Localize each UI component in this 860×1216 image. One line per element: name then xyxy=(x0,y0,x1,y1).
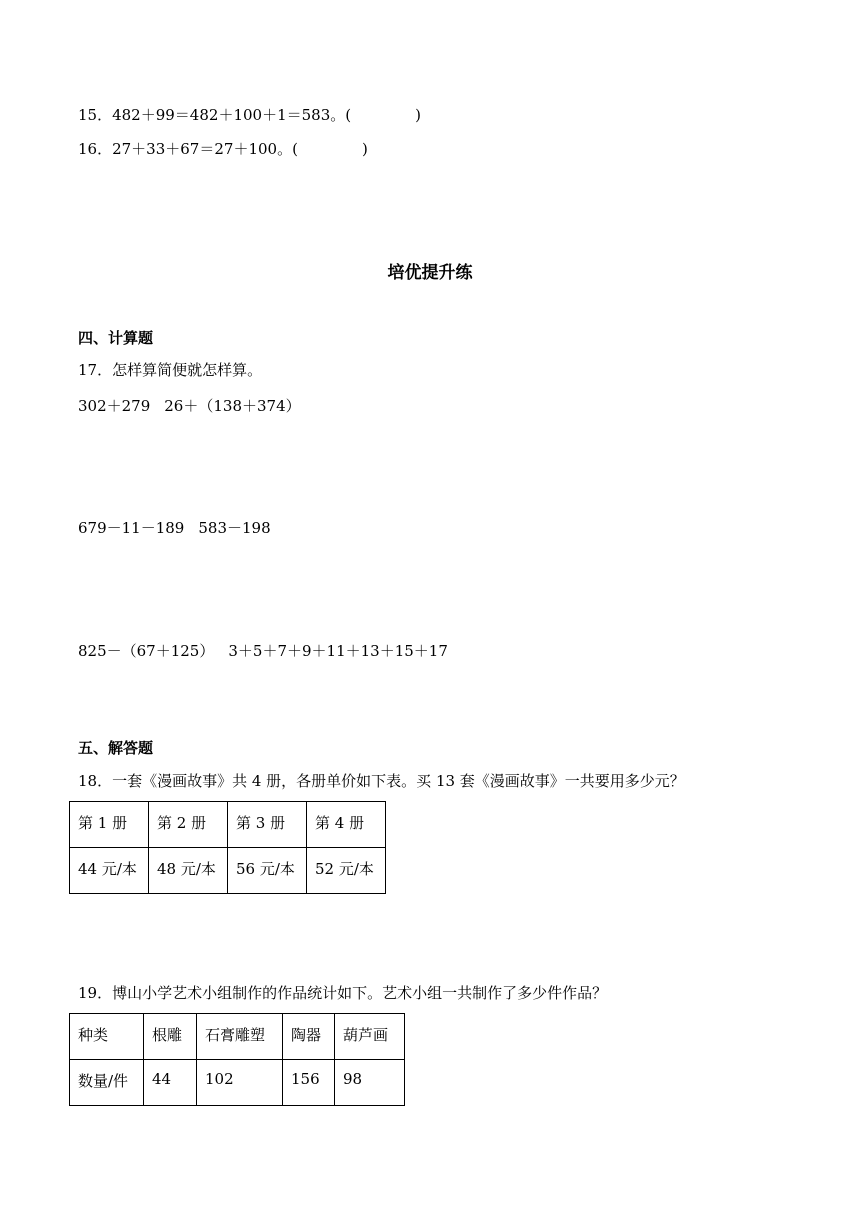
table-cell: 葫芦画 xyxy=(335,1014,405,1060)
question-number: 19． xyxy=(78,984,113,1002)
table-cell: 陶器 xyxy=(283,1014,335,1060)
table-cell: 156 xyxy=(283,1060,335,1106)
expression: 825－（67＋125） xyxy=(78,642,215,660)
table-row xyxy=(70,848,386,894)
table-cell: 52 元/本 xyxy=(307,848,386,894)
question-17 xyxy=(78,360,262,380)
table-cell: 44 元/本 xyxy=(70,848,149,894)
section-heading-5: 五、解答题 xyxy=(78,739,154,757)
table-row xyxy=(70,1060,405,1106)
expression: 26＋（138＋374） xyxy=(164,397,301,415)
close-paren: ) xyxy=(415,106,421,124)
question-text: 怎样算简便就怎样算。 xyxy=(112,361,263,379)
price-table xyxy=(69,801,386,894)
question-number: 17． xyxy=(78,361,113,379)
table-cell: 种类 xyxy=(70,1014,144,1060)
question-16 xyxy=(78,139,368,159)
expression: 3＋5＋7＋9＋11＋13＋15＋17 xyxy=(228,642,448,660)
question-number: 16． xyxy=(78,140,113,158)
table-row xyxy=(70,802,386,848)
question-text: 博山小学艺术小组制作的作品统计如下。艺术小组一共制作了多少件作品？ xyxy=(112,984,608,1002)
table-row xyxy=(70,1014,405,1060)
table-cell: 数量/件 xyxy=(70,1060,144,1106)
question-text: 482＋99＝482＋100＋1＝583。( xyxy=(112,106,352,124)
calc-row-3 xyxy=(78,641,448,661)
table-cell: 第 1 册 xyxy=(70,802,149,848)
expression: 679－11－189 xyxy=(78,519,185,537)
close-paren: ) xyxy=(361,140,368,158)
expression: 583－198 xyxy=(198,519,271,537)
question-number: 15． xyxy=(78,106,113,124)
section-heading-4: 四、计算题 xyxy=(78,329,154,347)
question-19 xyxy=(78,983,607,1003)
question-number: 18． xyxy=(78,772,113,790)
table-cell: 第 2 册 xyxy=(149,802,228,848)
question-15 xyxy=(78,105,421,125)
question-text: 27＋33＋67＝27＋100。( xyxy=(112,140,298,158)
table-cell: 石膏雕塑 xyxy=(197,1014,283,1060)
calc-row-2 xyxy=(78,518,271,538)
calc-row-1 xyxy=(78,396,301,416)
expression: 302＋279 xyxy=(78,397,151,415)
question-text: 一套《漫画故事》共 4 册，各册单价如下表。买 13 套《漫画故事》一共要用多少元？ xyxy=(112,772,685,790)
table-cell: 56 元/本 xyxy=(228,848,307,894)
table-cell: 48 元/本 xyxy=(149,848,228,894)
table-cell: 第 4 册 xyxy=(307,802,386,848)
table-cell: 102 xyxy=(197,1060,283,1106)
question-18 xyxy=(78,771,685,791)
works-table xyxy=(69,1013,405,1106)
table-cell: 44 xyxy=(144,1060,197,1106)
table-cell: 98 xyxy=(335,1060,405,1106)
table-cell: 根雕 xyxy=(144,1014,197,1060)
page-title: 培优提升练 xyxy=(387,263,473,283)
table-cell: 第 3 册 xyxy=(228,802,307,848)
